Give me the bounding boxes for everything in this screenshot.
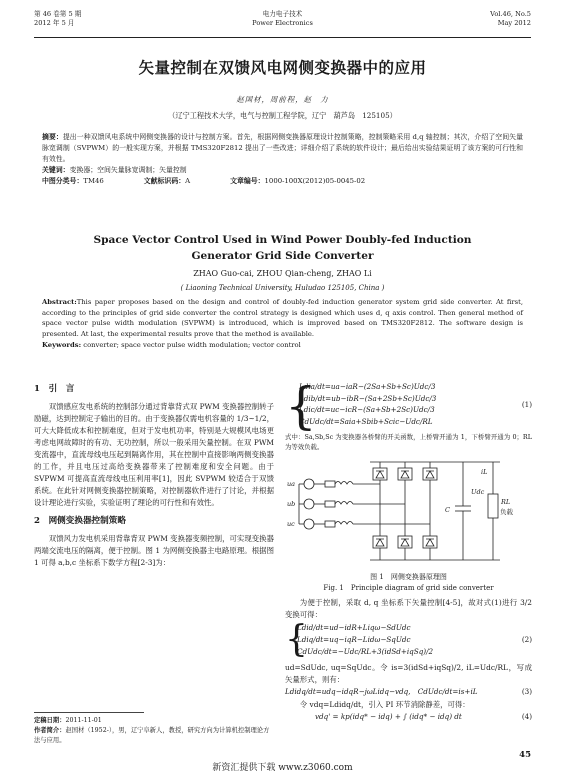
keywords-en-text: converter; space vector pulse width modulation; vector control [83,340,301,349]
header-journal-cn: 电力电子技术 [262,10,303,18]
header-right [490,10,531,27]
equation-1-line: Ldic/dt=uc−icR−(Sa+Sb+2Sc)Udc/3 [299,405,435,415]
abstract-cn-body [42,132,523,165]
right-column [285,377,532,724]
clc-value: TM46 [83,177,104,186]
doc-code-item [144,176,190,187]
equation-4-body: vdq' = kp(idq* − idq) + ∫ (idq* − idq) dt [315,712,462,722]
article-no-item [230,176,365,187]
source-a-icon [304,479,314,489]
page-number: 45 [519,750,531,760]
header-center [34,10,531,27]
abstract-en-text: This paper proposes based on the design and control of doubly-fed induction generator system grid side converter. At first, according to the principles of grid side converter the control strategy is designed which uses d, q axis control. Then general method of space vector pulse width modulation (SVPWM) is introduced, which is improved based on TMS320F2812. The software design is presented. At last, the experimental results prove that the method is available. [42,298,523,339]
label-capacitor: C [445,506,450,515]
classification-row [42,176,523,187]
doc-code-label: 文献标识码： [143,177,186,186]
equation-2-line: CdUdc/dt=−Udc/RL+3(idSd+iqSq)/2 [297,646,434,656]
section-1-heading: 1 引 言 [34,384,75,394]
affiliation-en: ( Liaoning Technical University, Huludao 125105, China ) [180,284,385,292]
equation-2-number: (2) [521,635,532,645]
header-volume-cn: 第 46 卷第 5 期 [34,10,82,18]
affiliation-cn: （辽宁工程技术大学，电气与控制工程学院，辽宁 葫芦岛 125105） [168,111,397,120]
label-dc-voltage: Udc [471,488,485,497]
abstract-en-body [42,297,523,340]
section-2-heading: 2 网侧变换器控制策略 [34,515,126,526]
footnote [34,716,274,746]
equation-1-lines [285,381,532,428]
equation-1-line: CdUdc/dt=Saia+Sbib+Scic−Udc/RL [299,416,433,426]
authors-cn: 赵国材，周前程，赵 力 [236,95,329,104]
header-date-en: May 2012 [497,18,531,27]
equation-3-number: (3) [521,687,532,697]
header-date-cn: 2012 年 5 月 [34,18,75,27]
label-load-current: iL [481,468,488,477]
abstract-cn-label: 摘要： [42,133,63,141]
equation-2-lines [285,619,532,661]
equation-2-line: Ldiq/dt=uq−iqR−Lidω−SqUdc [297,634,411,644]
equation-4 [285,711,532,724]
doc-code-value: A [185,177,191,186]
source-b-icon [304,499,314,509]
keywords-en [42,340,523,351]
header-rule [34,37,531,38]
received-value: 2011-11-01 [65,717,102,724]
figure-1-caption-en: Fig. 1 Principle diagram of grid side converter [323,583,494,592]
download-watermark: 新资汇提供下载 www.z3060.com [212,763,353,773]
authors-en: ZHAO Guo-cai, ZHOU Qian-cheng, ZHAO Li [193,269,372,278]
paper-title-en [0,233,565,265]
label-load-resistor: RL [501,498,511,507]
paper-title-en-line1: Space Vector Control Used in Wind Power Doubly-fed Induction [93,234,472,246]
paper-title-en-line2: Generator Grid Side Converter [191,249,374,262]
paragraph-after-figure: 为便于控制，采取 d, q 坐标系下矢量控制[4-5]，故对式(1)进行 3/2 变换可得： [285,598,532,620]
figure-1-caption [285,572,532,593]
article-no-label: 文章编号： [230,177,265,186]
keywords-cn-label: 关键词： [42,166,70,175]
label-uc: uc [287,520,295,529]
footnote-rule [34,712,144,713]
keywords-cn-text: 变换器；空间矢量脉宽调制；矢量控制 [69,166,187,175]
paper-title-cn: 矢量控制在双馈风电网侧变换器中的应用 [138,58,427,77]
source-c-icon [304,519,314,529]
received-date [34,716,274,726]
equation-1-brace: { [285,377,317,435]
keywords-en-label: Keywords: [42,340,82,349]
clc-item [42,176,104,187]
keywords-cn [42,165,523,176]
received-label: 定稿日期： [34,717,66,724]
abstract-cn-text: 提出一种双馈风电系统中网侧变换器的设计与控制方案。首先，根据网侧变换器原理设计控制策略，控制策略采用 d,q 轴控制；其次，介绍了空间矢量脉宽调制（SVPWM）的一般实现方案，并根据 TMS320F2812 提出了一些改进；详细介绍了系统的软件设计；最后给出实验结果证明了该方案的可行性和有效性。 [42,133,524,164]
author-bio [34,726,274,746]
abstract-en-label: Abstract: [42,298,77,306]
equation-1-line: Ldia/dt=ua−iaR−(2Sa+Sb+Sc)Udc/3 [299,382,436,391]
figure-1-circuit-diagram [285,454,532,572]
equation-text-1: ud=SdUdc, uq=SqUdc。令 is=3(idSd+iqSq)/2, iL=Udc/RL，写成矢量形式，则有： [285,663,532,685]
section-1-paragraph: 双馈感应发电系统的控制部分通过背靠背式双 PWM 变换器控制转子励磁，达到控制定子输出的目的。由于变换器仅需电机容量的 1/3~1/2，可大大降低成本和控制难度，但对于发电机功率，特别是大规模风电场更考虑电网故障时的有功、无功控制，所以一般采用矢量控制。在双 PWM 变流器中，直流母线电压起到隔离作用，其在控制中直接影响两侧变换器的工作，并且电压过高给变换器带来了控制难度和安全问题。由于 SVPWM 可提高直流母线电压利用率[1]，因此 SVPWM 较适合于双馈系统。在此针对网侧变换器控制策略，对控制器软件进行了讨论，并根据设计理论进行实验，实验证明了理论的可行性和有效性。 [34,401,274,507]
equation-3-body: Ldidq/dt=udq−idqR−jωLidq−vdq, CdUdc/dt=is+iL [285,687,478,697]
running-header [34,10,531,36]
label-ub: ub [287,500,296,509]
header-journal-en: Power Electronics [252,18,313,27]
label-load: 负载 [500,508,513,517]
equation-2-brace: { [285,619,308,661]
equation-1-number: (1) [521,400,532,409]
clc-label: 中图分类号： [42,177,84,186]
figure-1-caption-cn: 图 1 网侧变换器原理图 [370,573,447,582]
equation-1 [285,377,532,435]
equation-text-2: 令 vdq=Ldidq/dt，引入 PI 环节消除静差，可得： [299,700,470,710]
equation-2-line: Ldid/dt=ud−idR+Liqω−SdUdc [297,623,411,633]
equation-3 [285,686,532,699]
section-2-paragraph: 双馈风力发电机采用背靠背双 PWM 变换器变频控制，可实现变换器两端交流电压的隔离，便于控制。图 1 为网侧变换器主电路原理。根据图 1 可得 a,b,c 坐标系下数学方程[2-3]为： [34,533,274,567]
label-ua: ua [287,480,296,489]
article-no-value: 1000-100X(2012)05-0045-02 [264,177,366,186]
header-volume-en: Vol.46, No.5 [490,10,531,18]
equation-2 [285,619,532,662]
left-column [34,381,274,569]
equation-1-line: Ldib/dt=ub−ibR−(Sa+2Sb+Sc)Udc/3 [299,393,437,403]
author-bio-label: 作者简介： [34,727,66,735]
equation-1-note: 式中：Sa,Sb,Sc 为变换器各桥臂的开关函数，上桥臂开通为 1，下桥臂开通为 0；RL 为等效负载。 [285,433,532,451]
equation-4-number: (4) [521,712,532,722]
author-bio-text: 赵国材（1952-），男，辽宁阜新人，教授，研究方向为计算机控制理论方法与应用。 [34,727,270,745]
abstract-cn [42,132,523,187]
abstract-en [42,297,523,351]
